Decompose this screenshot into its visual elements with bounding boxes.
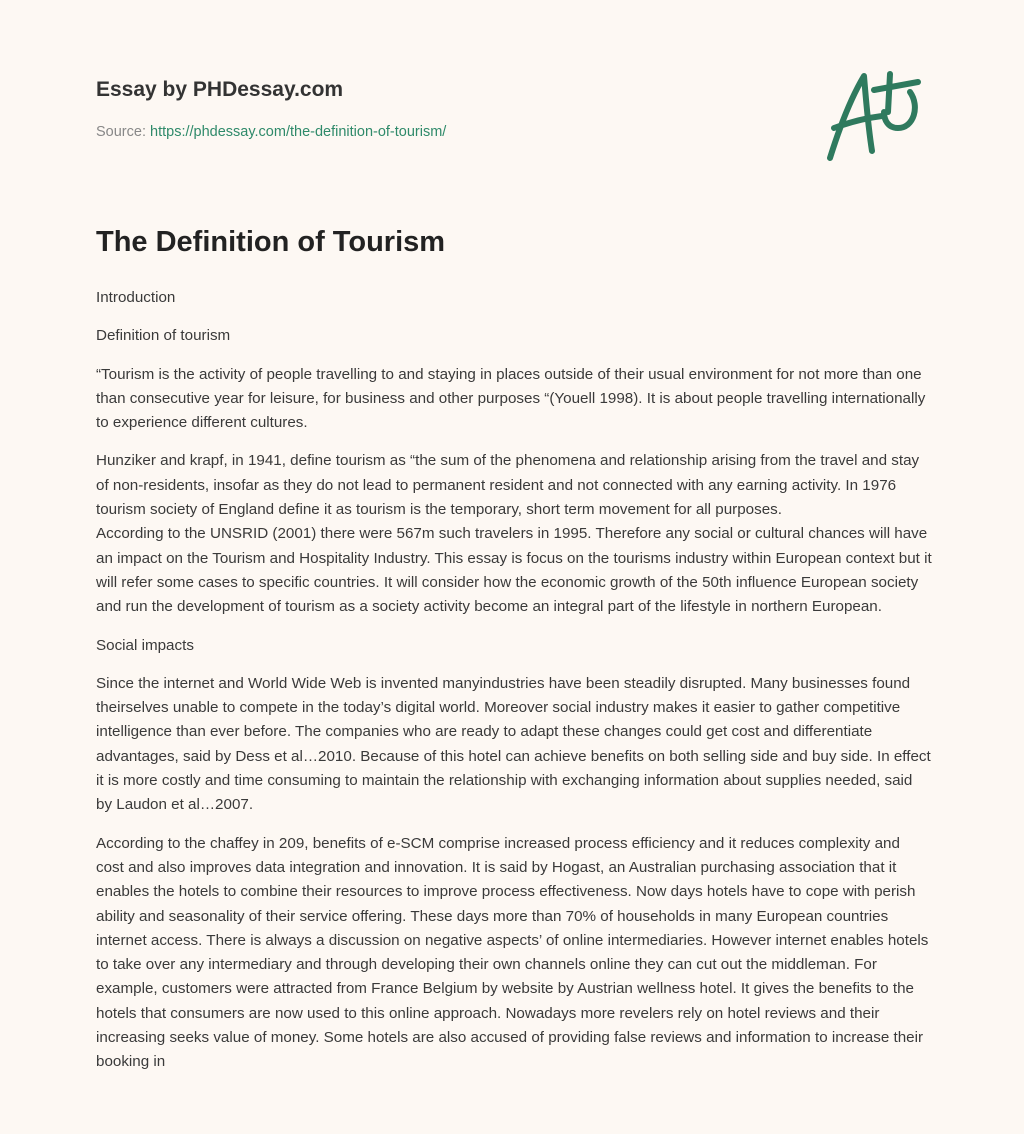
a-plus-logo-icon: [822, 66, 932, 166]
paragraph-line: Hunziker and krapf, in 1941, define tourism as “the sum of the phenomena and relationship arising from the travel and stay of non-residents, insofar as they do not lead to permanent resident and not connected with any earning activity. In 1976 tourism society of England define it as tourism is the temporary, short term movement for all purposes.: [96, 452, 920, 519]
essay-title: The Definition of Tourism: [96, 226, 446, 258]
brand-title: Essay by PHDessay.com: [96, 78, 344, 101]
section-heading: Introduction: [96, 289, 176, 306]
source-label: Source:: [96, 124, 146, 140]
section-heading: Social impacts: [96, 636, 194, 654]
section-heading: Definition of tourism: [96, 327, 231, 345]
paragraph: According to the chaffey in 209, benefits of e-SCM comprise increased process efficiency and it reduces complexity and cost and also improves data integration and innovation. It is said by Hogast, an Australian purchasing association that it enables the hotels to combine their resources to improve process effectiveness. Now days hotels have to cope with perish ability and seasonality of their service offering. These days more than 70% of households in many European countries internet access. There is always a discussion on negative aspects’ of online intermediaries. However internet enables hotels to take over any intermediary and through developing their own channels online they can cut out the middleman. For example, customers were attracted from France Belgium by website by Austrian wellness hotel. It gives the benefits to the hotels that consumers are now used to this online approach. Nowadays more revelers rely on hotel reviews and their increasing seeks value of money. Some hotels are also accused of providing false reviews and information to increase their booking in: [96, 834, 929, 1071]
paragraph: “Tourism is the activity of people travelling to and staying in places outside of their usual environment for not more than one than consecutive year for leisure, for business and other purposes “(Youell 1998). It is about people travelling internationally to experience different cultures.: [96, 365, 926, 432]
source-link[interactable]: https://phdessay.com/the-definition-of-tourism/: [150, 124, 447, 140]
paragraph: [96, 449, 932, 619]
paragraph: Since the internet and World Wide Web is invented manyindustries have been steadily disrupted. Many businesses found theirselves unable to compete in the today’s digital world. Moreover social industry makes it easier to gather competitive intelligence than ever before. The companies who are ready to adapt these changes could get cost and differentiate advantages, said by Dess et al…2010. Because of this hotel can achieve benefits on both selling side and buy side. In effect it is more costly and time consuming to maintain the relationship with exchanging information about supplies needed, said by Laudon et al…2007.: [96, 674, 931, 814]
paragraph-line: According to the UNSRID (2001) there were 567m such travelers in 1995. Therefore any social or cultural chances will have an impact on the Tourism and Hospitality Industry. This essay is focus on the tourisms industry within European context but it will refer some cases to specific countries. It will consider how the economic growth of the 50th influence European society and run the development of tourism as a society activity become an integral part of the lifestyle in northern European.: [96, 525, 932, 616]
source-line: [96, 124, 446, 140]
essay-body: [96, 286, 932, 1089]
